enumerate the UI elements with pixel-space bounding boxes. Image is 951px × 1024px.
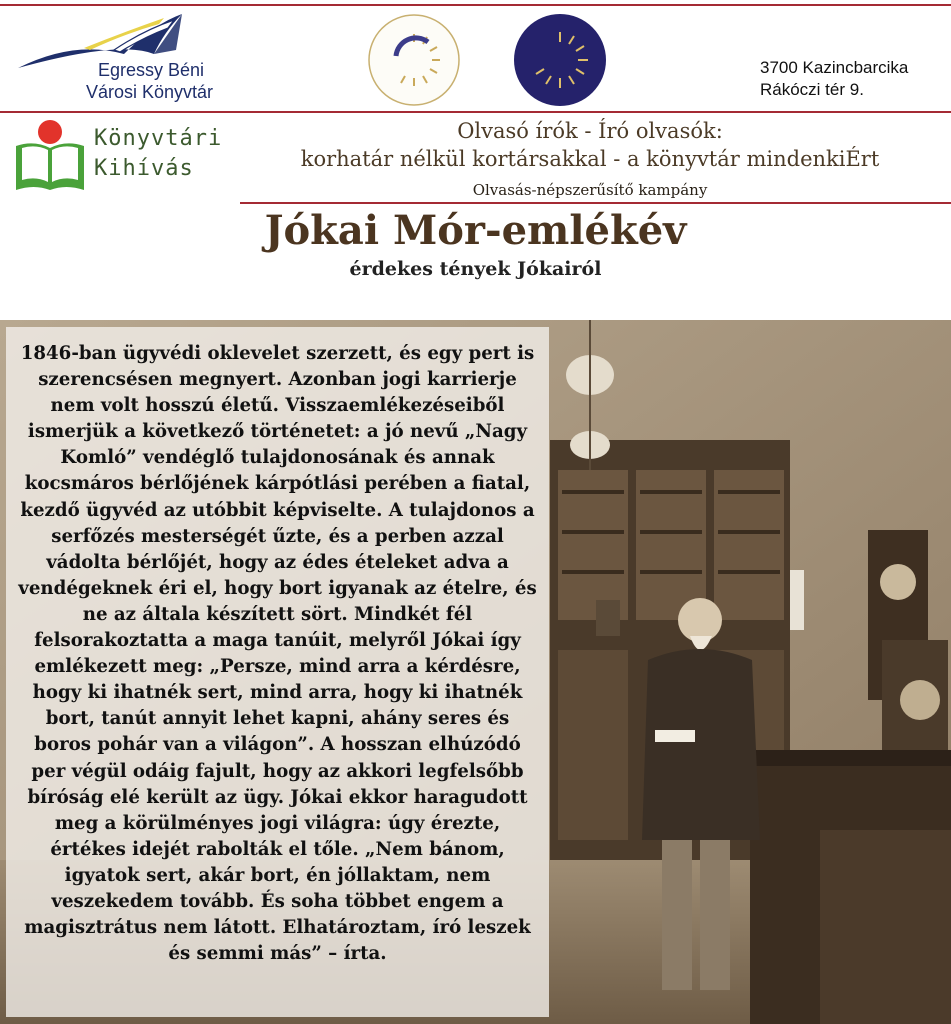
top-rule [0,4,951,6]
campaign-subtitle: Olvasás-népszerűsítő kampány [472,181,708,199]
header-divider [0,111,951,113]
challenge-logo-line1: Könyvtári [94,126,223,151]
library-name-line1: Egressy Béni [98,60,205,80]
library-logo [14,10,244,105]
open-book-icon [14,118,86,194]
page-title: Jókai Mór-emlékév [264,207,687,254]
challenge-logo-line2: Kihívás [94,156,194,181]
library-name-line2: Városi Könyvtár [86,82,214,102]
address-city: 3700 Kazincbarcika [760,58,909,77]
campaign-title-line1: Olvasó írók - Író olvasók: [457,119,723,143]
quality-seal-dark [512,12,608,108]
story-panel [6,327,549,1017]
library-challenge-logo [14,118,224,196]
page-subtitle: érdekes tények Jókairól [349,258,602,280]
campaign-divider [240,202,951,204]
quality-seal-light [366,12,462,108]
campaign-title-line2: korhatár nélkül kortársakkal - a könyvtár mindenkiÉrt [300,147,880,171]
address-street: Rákóczi tér 9. [760,80,864,99]
story-text: 1846-ban ügyvédi oklevelet szerzett, és egy pert is szerencsésen megnyert. Azonban jogi karrierje nem volt hosszú életű. Visszaemlékezéseiből ismerjük a következő történetet: a jó nevű „Nagy Komló” vendéglő tulajdonosának és annak kocsmáros bérlőjének kárpótlási perében a fiatal, kezdő ügyvéd az utóbbit képviselte. A tulajdonos a serfőzés mesterségét űzte, és a perben azzal vádolta bérlőjét, hogy az édes ételeket adva a vendégeknek éri el, hogy bort igyanak az ételre, és ne az általa készített sört. Mindkét fél felsorakoztatta a maga tanúit, melyről Jókai így emlékezett meg: „Persze, mind arra a kérdésre, hogy ki ihatnék sert, mind arra, hogy ki ihatnék bort, tanút annyit lehet kapni, ahány seres és boros pohár van a világon”. A hosszan elhúzódó per végül odáig fajult, hogy az akkori legfelsőbb bíróság elé került az ügy. Jókai ekkor haragudott meg a körülményes jogi világra: úgy érezte, értékes idejét rabolták el tőle. „Nem bánom, igyatok sert, akár bort, én jóllaktam, nem veszekedem tovább. És soha többet engem a magisztrátus nem látott. Elhatároztam, író leszek és semmi más” – írta. [18,343,537,965]
